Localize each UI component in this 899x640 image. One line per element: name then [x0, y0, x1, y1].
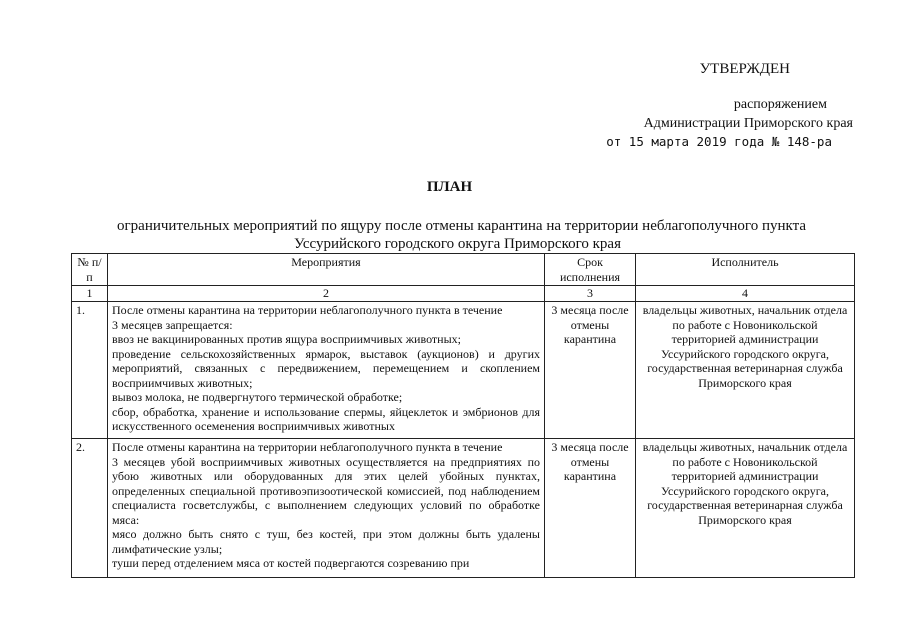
row-measures: [108, 439, 545, 578]
plan-table: [71, 253, 855, 578]
measure-line: проведение сельскохозяйственных ярмарок, выставок (аукционов) и других мероприятий, связанных с передвижением, перемещением и скоплением восприимчивых животных;: [112, 346, 540, 390]
row-term: 3 месяца после отмены карантина: [545, 302, 636, 439]
plan-subtitle-line-2: Уссурийского городского округа Приморского края: [294, 236, 621, 252]
row-measures: [108, 302, 545, 439]
measure-line: После отмены карантина на территории неблагополучного пункта в течение: [112, 303, 503, 317]
row-executor: владельцы животных, начальник отдела по работе с Новоникольской территорией администрации Уссурийского городского округа, государственная ветеринарная служба Приморского края: [636, 439, 855, 578]
measure-line: вывоз молока, не подвергнутого термической обработке;: [112, 390, 403, 404]
table-row: [72, 302, 855, 439]
measure-line: сбор, обработка, хранение и использование спермы, яйцеклеток и эмбрионов для искусственного осеменения восприимчивых животных: [112, 404, 540, 433]
table-header-row: [72, 254, 855, 286]
measure-line: 3 месяцев запрещается:: [112, 317, 233, 332]
row-term: 3 месяца после отмены карантина: [545, 439, 636, 578]
column-number: 1: [72, 286, 108, 302]
plan-subtitle-line-1: ограничительных мероприятий по ящуру после отмены карантина на территории неблагополучного пункта: [117, 218, 806, 234]
row-number: 1.: [72, 302, 108, 439]
header-term: Срок исполнения: [545, 254, 636, 286]
approval-line-2: Администрации Приморского края: [643, 116, 853, 131]
row-executor: владельцы животных, начальник отдела по работе с Новоникольской территорией администрации Уссурийского городского округа, государственная ветеринарная служба Приморского края: [636, 302, 855, 439]
approval-date: от 15 марта 2019 года № 148-ра: [606, 134, 832, 149]
column-number-row: [72, 286, 855, 302]
table-row: [72, 439, 855, 578]
approval-line-1: распоряжением: [733, 97, 827, 112]
measure-line: мясо должно быть снято с туш, без костей, при этом должны быть удалены лимфатические узлы;: [112, 527, 540, 556]
row-number: 2.: [72, 439, 108, 578]
plan-subtitle: [0, 217, 899, 253]
column-number: 3: [545, 286, 636, 302]
measure-line: ввоз не вакцинированных против ящура восприимчивых животных;: [112, 332, 461, 346]
header-executor: Исполнитель: [636, 254, 855, 286]
header-num: № п/п: [72, 254, 108, 286]
approval-title: УТВЕРЖДЕН: [699, 61, 790, 77]
measure-line: туши перед отделением мяса от костей подвергаются созреванию при: [112, 556, 470, 570]
plan-title: ПЛАН: [426, 179, 473, 195]
column-number: 2: [108, 286, 545, 302]
header-measures: Мероприятия: [108, 254, 545, 286]
measure-line: 3 месяцев убой восприимчивых животных осуществляется на предприятиях по убою животных или оборудованных для этих целей убойных пунктах, определенных специальной противоэпизоотической комиссией, под наблюдением специалиста госветслужбы, с выполнением следующих условий по обработке мяса:: [112, 454, 540, 527]
measure-line: После отмены карантина на территории неблагополучного пункта в течение: [112, 440, 503, 454]
column-number: 4: [636, 286, 855, 302]
